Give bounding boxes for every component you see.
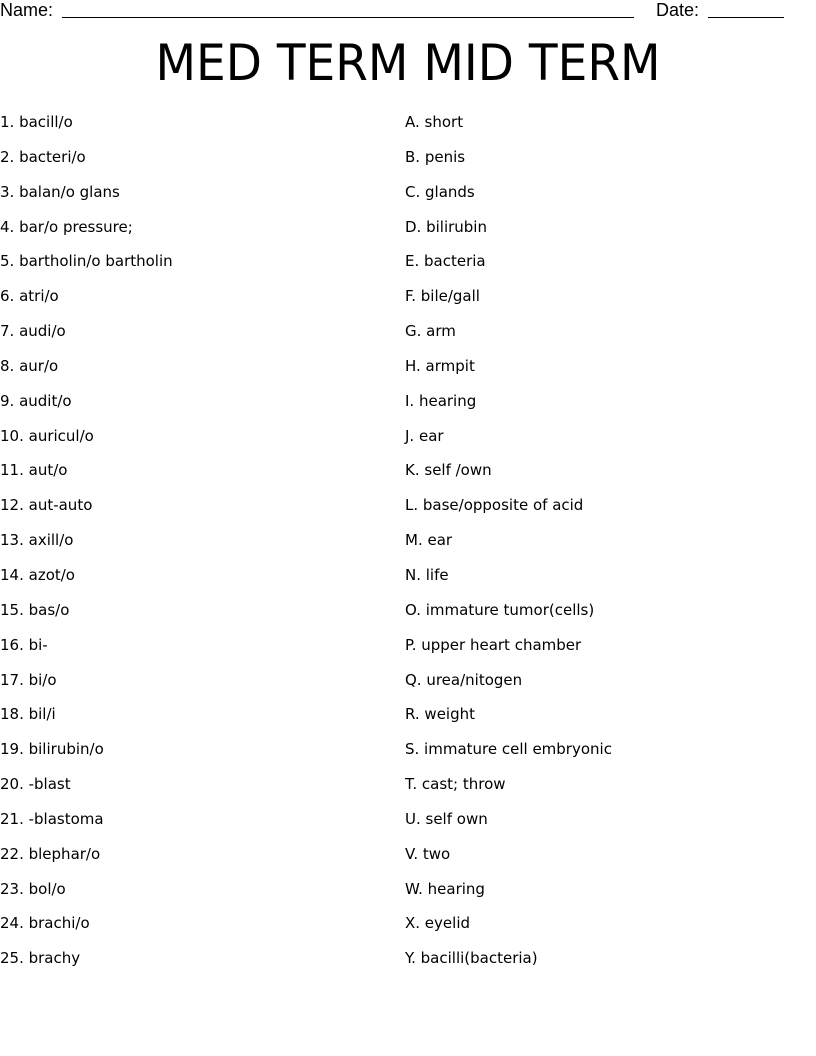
definition-item: X. eyelid xyxy=(405,914,471,933)
term-item: 17. bi/o xyxy=(0,670,57,689)
term-item: 23. bol/o xyxy=(0,879,66,898)
definition-item: S. immature cell embryonic xyxy=(405,740,612,759)
definition-item: V. two xyxy=(405,844,451,863)
definition-item: Q. urea/nitogen xyxy=(405,670,523,689)
definition-item: Y. bacilli(bacteria) xyxy=(405,949,538,968)
term-item: 21. -blastoma xyxy=(0,809,104,828)
term-item: 19. bilirubin/o xyxy=(0,740,104,759)
term-item: 15. bas/o xyxy=(0,600,70,619)
term-item: 8. aur/o xyxy=(0,356,59,375)
definition-item: G. arm xyxy=(405,322,456,341)
term-item: 6. atri/o xyxy=(0,287,59,306)
definition-item: T. cast; throw xyxy=(405,775,506,794)
term-item: 10. auricul/o xyxy=(0,426,94,445)
term-item: 24. brachi/o xyxy=(0,914,90,933)
definition-item: E. bacteria xyxy=(405,252,486,271)
definition-item: N. life xyxy=(405,565,449,584)
definition-item: A. short xyxy=(405,113,464,131)
definition-item: H. armpit xyxy=(405,356,475,375)
term-item: 1. bacill/o xyxy=(0,113,73,131)
definition-item: O. immature tumor(cells) xyxy=(405,600,595,619)
terms-column xyxy=(0,111,380,982)
term-item: 12. aut-auto xyxy=(0,496,93,515)
term-item: 25. brachy xyxy=(0,949,81,968)
definition-item: M. ear xyxy=(405,531,453,550)
worksheet-header xyxy=(0,0,816,24)
definition-item: D. bilirubin xyxy=(405,217,487,236)
definition-item: R. weight xyxy=(405,705,475,724)
term-item: 7. audi/o xyxy=(0,322,66,341)
name-label: Name: xyxy=(0,0,54,20)
term-item: 9. audit/o xyxy=(0,391,72,410)
date-label: Date: xyxy=(656,0,700,20)
term-item: 5. bartholin/o bartholin xyxy=(0,252,173,271)
definition-item: I. hearing xyxy=(405,391,477,410)
term-item: 16. bi- xyxy=(0,635,48,654)
definition-item: C. glands xyxy=(405,182,475,201)
term-item: 13. axill/o xyxy=(0,531,74,550)
definitions-column xyxy=(405,111,805,982)
definition-item: P. upper heart chamber xyxy=(405,635,582,654)
term-item: 22. blephar/o xyxy=(0,844,101,863)
date-blank-line[interactable] xyxy=(708,17,784,18)
term-item: 14. azot/o xyxy=(0,565,75,584)
definition-item: U. self own xyxy=(405,809,488,828)
term-item: 3. balan/o glans xyxy=(0,182,120,201)
term-item: 11. aut/o xyxy=(0,461,68,480)
definition-item: J. ear xyxy=(405,426,444,445)
definition-item: B. penis xyxy=(405,147,466,166)
definition-item: L. base/opposite of acid xyxy=(405,496,584,515)
definition-item: K. self /own xyxy=(405,461,492,480)
term-item: 20. -blast xyxy=(0,775,71,794)
definition-item: W. hearing xyxy=(405,879,485,898)
term-item: 4. bar/o pressure; xyxy=(0,217,133,236)
name-blank-line[interactable] xyxy=(62,17,634,18)
term-item: 18. bil/i xyxy=(0,705,56,724)
term-item: 2. bacteri/o xyxy=(0,147,86,166)
page-title: MED TERM MID TERM xyxy=(155,34,661,92)
definition-item: F. bile/gall xyxy=(405,287,480,306)
